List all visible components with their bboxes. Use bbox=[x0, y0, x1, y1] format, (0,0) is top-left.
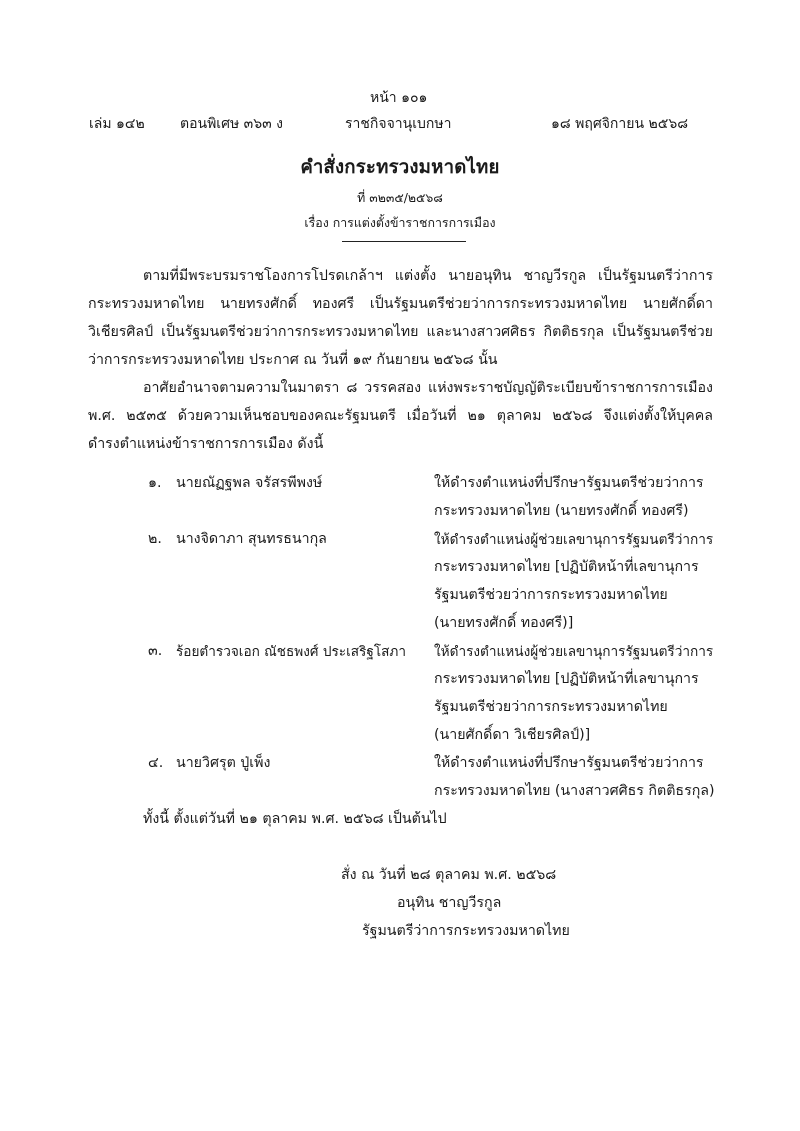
gazette-date: ๑๘ พฤศจิกายน ๒๕๖๘ bbox=[551, 116, 689, 132]
title-divider bbox=[342, 241, 466, 242]
appointment-number: ๑. bbox=[148, 475, 162, 491]
preamble-line: ว่าการกระทรวงมหาดไทย ประกาศ ณ วันที่ ๑๙ กันยายน ๒๕๖๘ นั้น bbox=[88, 352, 498, 368]
gazette-section: ตอนพิเศษ ๓๖๓ ง bbox=[180, 116, 283, 132]
appointment-position: รัฐมนตรีช่วยว่าการกระทรวงมหาดไทย bbox=[434, 699, 668, 715]
appointment-position: ให้ดำรงตำแหน่งที่ปรึกษารัฐมนตรีช่วยว่าการ bbox=[434, 755, 704, 771]
page-number: หน้า ๑๐๑ bbox=[370, 90, 428, 106]
signer-title: รัฐมนตรีว่าการกระทรวงมหาดไทย bbox=[362, 923, 570, 939]
appointment-position: ให้ดำรงตำแหน่งผู้ช่วยเลขานุการรัฐมนตรีว่าการ bbox=[434, 532, 714, 548]
appointee-name: นายณัฏฐพล จรัสรพีพงษ์ bbox=[176, 475, 323, 491]
appointment-position: กระทรวงมหาดไทย (นางสาวศศิธร กิตติธรกุล) bbox=[434, 783, 715, 799]
authority-line: ดำรงตำแหน่งข้าราชการการเมือง ดังนี้ bbox=[88, 436, 324, 452]
authority-line: อาศัยอำนาจตามความในมาตรา ๘ วรรคสอง แห่งพระราชบัญญัติระเบียบข้าราชการการเมือง bbox=[143, 380, 713, 396]
appointment-position: กระทรวงมหาดไทย (นายทรงศักดิ์ ทองศรี) bbox=[434, 503, 689, 519]
appointment-position: ให้ดำรงตำแหน่งที่ปรึกษารัฐมนตรีช่วยว่าการ bbox=[434, 475, 704, 491]
authority-paragraph bbox=[88, 374, 713, 458]
appointment-number: ๒. bbox=[148, 531, 162, 547]
order-subject: เรื่อง การแต่งตั้งข้าราชการการเมือง bbox=[304, 215, 496, 230]
appointee-name: ร้อยตำรวจเอก ณัชธพงศ์ ประเสริฐโสภา bbox=[176, 644, 407, 660]
preamble-line: ตามที่มีพระบรมราชโองการโปรดเกล้าฯ แต่งตั้ง นายอนุทิน ชาญวีรกูล เป็นรัฐมนตรีว่าการ bbox=[143, 268, 713, 284]
order-title: คำสั่งกระทรวงมหาดไทย bbox=[300, 157, 500, 178]
signer-name: อนุทิน ชาญวีรกูล bbox=[397, 895, 502, 911]
preamble-paragraph bbox=[88, 262, 713, 374]
appointee-name: นางจิดาภา สุนทรธนากุล bbox=[176, 531, 327, 547]
order-date: สั่ง ณ วันที่ ๒๘ ตุลาคม พ.ศ. ๒๕๖๘ bbox=[341, 867, 557, 883]
appointment-position: (นายศักดิ์ดา วิเชียรศิลป์)] bbox=[434, 727, 591, 743]
order-number: ที่ ๓๒๓๕/๒๕๖๘ bbox=[357, 190, 443, 205]
appointment-position: กระทรวงมหาดไทย [ปฏิบัติหน้าที่เลขานุการ bbox=[434, 671, 699, 687]
effective-date: ทั้งนี้ ตั้งแต่วันที่ ๒๑ ตุลาคม พ.ศ. ๒๕๖๘ เป็นต้นไป bbox=[143, 811, 447, 827]
appointment-position: ให้ดำรงตำแหน่งผู้ช่วยเลขานุการรัฐมนตรีว่าการ bbox=[434, 644, 714, 660]
preamble-line: วิเชียรศิลป์ เป็นรัฐมนตรีช่วยว่าการกระทรวงมหาดไทย และนางสาวศศิธร กิตติธรกุล เป็นรัฐมนตรีช่วย bbox=[88, 324, 713, 340]
appointment-number: ๓. bbox=[148, 643, 163, 659]
appointment-position: รัฐมนตรีช่วยว่าการกระทรวงมหาดไทย bbox=[434, 587, 668, 603]
appointee-name: นายวิศรุต ปู่เพ็ง bbox=[176, 755, 271, 771]
gazette-name: ราชกิจจานุเบกษา bbox=[345, 116, 452, 132]
preamble-line: กระทรวงมหาดไทย นายทรงศักดิ์ ทองศรี เป็นรัฐมนตรีช่วยว่าการกระทรวงมหาดไทย นายศักดิ์ดา bbox=[88, 296, 713, 312]
authority-line: พ.ศ. ๒๕๓๕ ด้วยความเห็นชอบของคณะรัฐมนตรี เมื่อวันที่ ๒๑ ตุลาคม ๒๕๖๘ จึงแต่งตั้งให้บุคคล bbox=[88, 408, 713, 424]
appointment-position: (นายทรงศักดิ์ ทองศรี)] bbox=[434, 615, 574, 631]
appointment-number: ๔. bbox=[148, 755, 164, 771]
appointment-position: กระทรวงมหาดไทย [ปฏิบัติหน้าที่เลขานุการ bbox=[434, 559, 699, 575]
gazette-volume: เล่ม ๑๔๒ bbox=[89, 116, 145, 132]
